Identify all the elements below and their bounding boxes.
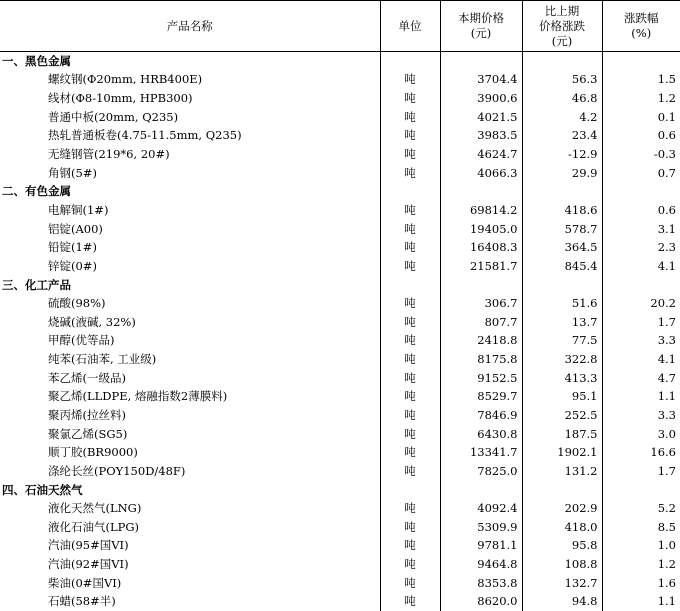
change-percent-cell: 2.3	[602, 238, 680, 257]
product-name-cell: 四、石油天然气	[2, 482, 83, 497]
unit-cell: 吨	[380, 201, 440, 220]
header-current-price: 本期价格 (元)	[440, 1, 522, 52]
product-name-cell: 硫酸(98%)	[48, 296, 106, 311]
price-change-cell: 252.5	[522, 406, 602, 425]
change-percent-cell: 0.6	[602, 126, 680, 145]
price-change-cell: 322.8	[522, 350, 602, 369]
product-name-cell: 铝锭(A00)	[48, 221, 103, 236]
current-price-cell: 8353.8	[440, 573, 522, 592]
current-price-cell: 3983.5	[440, 126, 522, 145]
change-percent-cell: 16.6	[602, 443, 680, 462]
change-percent-cell: -0.3	[602, 145, 680, 164]
table-row	[0, 555, 680, 574]
price-change-cell: 94.8	[522, 592, 602, 611]
header-change-percent: 涨跌幅 (%)	[602, 1, 680, 52]
product-name-cell: 一、黑色金属	[2, 54, 71, 69]
unit-cell: 吨	[380, 443, 440, 462]
unit-cell: 吨	[380, 406, 440, 425]
header-product-name: 产品名称	[0, 1, 380, 52]
price-change-cell: 23.4	[522, 126, 602, 145]
current-price-cell: 8620.0	[440, 592, 522, 611]
change-percent-cell	[602, 52, 680, 71]
change-percent-cell: 1.2	[602, 89, 680, 108]
price-change-cell: 202.9	[522, 499, 602, 518]
unit-cell: 吨	[380, 518, 440, 537]
change-percent-cell: 1.6	[602, 573, 680, 592]
price-change-cell: 132.7	[522, 573, 602, 592]
current-price-cell: 16408.3	[440, 238, 522, 257]
header-row	[0, 1, 680, 52]
product-name-cell: 石蜡(58#半)	[48, 594, 116, 609]
product-name-cell: 柴油(0#国VI)	[48, 575, 122, 590]
table-row	[0, 294, 680, 313]
table-row	[0, 145, 680, 164]
category-row	[0, 182, 680, 201]
table-row	[0, 238, 680, 257]
current-price-cell: 6430.8	[440, 424, 522, 443]
table-row	[0, 573, 680, 592]
current-price-cell: 3704.4	[440, 70, 522, 89]
change-percent-cell	[602, 275, 680, 294]
price-change-cell	[522, 182, 602, 201]
product-name-cell: 锌锭(0#)	[48, 258, 97, 273]
change-percent-cell: 3.1	[602, 219, 680, 238]
current-price-cell	[440, 52, 522, 71]
table-row	[0, 350, 680, 369]
current-price-cell: 8529.7	[440, 387, 522, 406]
product-name-cell: 液化天然气(LNG)	[48, 501, 142, 516]
unit-cell: 吨	[380, 89, 440, 108]
table-row	[0, 331, 680, 350]
product-name-cell: 热轧普通板卷(4.75-11.5mm, Q235)	[48, 128, 242, 143]
table-row	[0, 536, 680, 555]
change-percent-cell: 0.1	[602, 107, 680, 126]
table-row	[0, 70, 680, 89]
change-percent-cell: 0.7	[602, 163, 680, 182]
category-row	[0, 480, 680, 499]
table-row	[0, 443, 680, 462]
unit-cell: 吨	[380, 163, 440, 182]
unit-cell: 吨	[380, 145, 440, 164]
table-row	[0, 462, 680, 481]
unit-cell: 吨	[380, 387, 440, 406]
table-row	[0, 518, 680, 537]
price-change-cell: 95.8	[522, 536, 602, 555]
table-row	[0, 219, 680, 238]
price-change-cell: 418.6	[522, 201, 602, 220]
change-percent-cell: 1.1	[602, 387, 680, 406]
unit-cell: 吨	[380, 555, 440, 574]
price-change-cell: 364.5	[522, 238, 602, 257]
change-percent-cell: 4.1	[602, 350, 680, 369]
product-name-cell: 顺丁胶(BR9000)	[48, 445, 138, 460]
table-row	[0, 592, 680, 611]
unit-cell: 吨	[380, 312, 440, 331]
change-percent-cell: 1.7	[602, 312, 680, 331]
current-price-cell: 19405.0	[440, 219, 522, 238]
unit-cell: 吨	[380, 331, 440, 350]
change-percent-cell: 3.3	[602, 331, 680, 350]
unit-cell	[380, 182, 440, 201]
table-row	[0, 163, 680, 182]
current-price-cell: 2418.8	[440, 331, 522, 350]
price-change-cell: 108.8	[522, 555, 602, 574]
current-price-cell: 21581.7	[440, 257, 522, 276]
product-name-cell: 铅锭(1#)	[48, 240, 97, 255]
price-change-cell	[522, 480, 602, 499]
current-price-cell: 4066.3	[440, 163, 522, 182]
current-price-cell: 7825.0	[440, 462, 522, 481]
unit-cell: 吨	[380, 499, 440, 518]
price-change-cell: 845.4	[522, 257, 602, 276]
current-price-cell: 3900.6	[440, 89, 522, 108]
change-percent-cell: 3.0	[602, 424, 680, 443]
product-name-cell: 聚丙烯(拉丝料)	[48, 407, 126, 422]
unit-cell	[380, 52, 440, 71]
change-percent-cell: 4.1	[602, 257, 680, 276]
product-name-cell: 电解铜(1#)	[48, 202, 109, 217]
header-unit: 单位	[380, 1, 440, 52]
unit-cell: 吨	[380, 350, 440, 369]
current-price-cell: 9781.1	[440, 536, 522, 555]
current-price-cell: 807.7	[440, 312, 522, 331]
price-change-cell: -12.9	[522, 145, 602, 164]
product-name-cell: 液化石油气(LPG)	[48, 519, 140, 534]
table-row	[0, 126, 680, 145]
change-percent-cell: 3.3	[602, 406, 680, 425]
table-row	[0, 201, 680, 220]
change-percent-cell: 5.2	[602, 499, 680, 518]
unit-cell: 吨	[380, 462, 440, 481]
current-price-cell: 306.7	[440, 294, 522, 313]
product-name-cell: 汽油(95#国VI)	[48, 538, 129, 553]
current-price-cell: 4021.5	[440, 107, 522, 126]
header-price-change: 比上期 价格涨跌 (元)	[522, 1, 602, 52]
price-change-cell: 413.3	[522, 368, 602, 387]
price-change-cell: 95.1	[522, 387, 602, 406]
category-row	[0, 52, 680, 71]
current-price-cell: 8175.8	[440, 350, 522, 369]
table-row	[0, 107, 680, 126]
table-row	[0, 499, 680, 518]
change-percent-cell: 1.2	[602, 555, 680, 574]
change-percent-cell: 1.5	[602, 70, 680, 89]
table-row	[0, 406, 680, 425]
product-name-cell: 汽油(92#国VI)	[48, 557, 129, 572]
price-change-cell: 187.5	[522, 424, 602, 443]
table-row	[0, 257, 680, 276]
price-change-cell	[522, 52, 602, 71]
unit-cell: 吨	[380, 592, 440, 611]
table-row	[0, 312, 680, 331]
current-price-cell	[440, 480, 522, 499]
price-change-cell: 51.6	[522, 294, 602, 313]
product-name-cell: 涤纶长丝(POY150D/48F)	[48, 463, 186, 478]
change-percent-cell: 1.1	[602, 592, 680, 611]
change-percent-cell	[602, 480, 680, 499]
product-name-cell: 二、有色金属	[2, 184, 71, 199]
product-name-cell: 聚氯乙烯(SG5)	[48, 426, 128, 441]
unit-cell: 吨	[380, 107, 440, 126]
change-percent-cell: 4.7	[602, 368, 680, 387]
product-name-cell: 纯苯(石油苯, 工业级)	[48, 352, 157, 367]
current-price-cell	[440, 275, 522, 294]
price-change-cell: 46.8	[522, 89, 602, 108]
change-percent-cell: 8.5	[602, 518, 680, 537]
product-name-cell: 甲醇(优等品)	[48, 333, 115, 348]
current-price-cell: 5309.9	[440, 518, 522, 537]
table-row	[0, 424, 680, 443]
current-price-cell: 13341.7	[440, 443, 522, 462]
unit-cell: 吨	[380, 573, 440, 592]
current-price-cell	[440, 182, 522, 201]
unit-cell: 吨	[380, 70, 440, 89]
table-row	[0, 387, 680, 406]
unit-cell: 吨	[380, 368, 440, 387]
change-percent-cell: 20.2	[602, 294, 680, 313]
current-price-cell: 4092.4	[440, 499, 522, 518]
current-price-cell: 4624.7	[440, 145, 522, 164]
change-percent-cell: 1.0	[602, 536, 680, 555]
change-percent-cell: 0.6	[602, 201, 680, 220]
unit-cell	[380, 480, 440, 499]
product-name-cell: 螺纹钢(Φ20mm, HRB400E)	[48, 72, 203, 87]
price-change-cell	[522, 275, 602, 294]
table-body	[0, 52, 680, 611]
unit-cell: 吨	[380, 536, 440, 555]
current-price-cell: 9152.5	[440, 368, 522, 387]
unit-cell	[380, 275, 440, 294]
unit-cell: 吨	[380, 238, 440, 257]
price-change-cell: 1902.1	[522, 443, 602, 462]
price-change-cell: 29.9	[522, 163, 602, 182]
unit-cell: 吨	[380, 219, 440, 238]
current-price-cell: 9464.8	[440, 555, 522, 574]
price-change-cell: 13.7	[522, 312, 602, 331]
product-name-cell: 角钢(5#)	[48, 165, 97, 180]
table-row	[0, 89, 680, 108]
table-row	[0, 368, 680, 387]
product-name-cell: 普通中板(20mm, Q235)	[48, 109, 179, 124]
product-name-cell: 聚乙烯(LLDPE, 熔融指数2薄膜料)	[48, 389, 228, 404]
change-percent-cell	[602, 182, 680, 201]
price-change-cell: 131.2	[522, 462, 602, 481]
price-change-cell: 56.3	[522, 70, 602, 89]
category-row	[0, 275, 680, 294]
price-change-cell: 77.5	[522, 331, 602, 350]
price-change-cell: 578.7	[522, 219, 602, 238]
price-change-cell: 418.0	[522, 518, 602, 537]
current-price-cell: 7846.9	[440, 406, 522, 425]
change-percent-cell: 1.7	[602, 462, 680, 481]
product-name-cell: 无缝钢管(219*6, 20#)	[48, 147, 170, 162]
unit-cell: 吨	[380, 126, 440, 145]
unit-cell: 吨	[380, 424, 440, 443]
price-change-cell: 4.2	[522, 107, 602, 126]
product-name-cell: 三、化工产品	[2, 277, 71, 292]
product-name-cell: 烧碱(液碱, 32%)	[48, 314, 136, 329]
product-name-cell: 线材(Φ8-10mm, HPB300)	[48, 91, 193, 106]
unit-cell: 吨	[380, 257, 440, 276]
unit-cell: 吨	[380, 294, 440, 313]
product-name-cell: 苯乙烯(一级品)	[48, 370, 126, 385]
current-price-cell: 69814.2	[440, 201, 522, 220]
